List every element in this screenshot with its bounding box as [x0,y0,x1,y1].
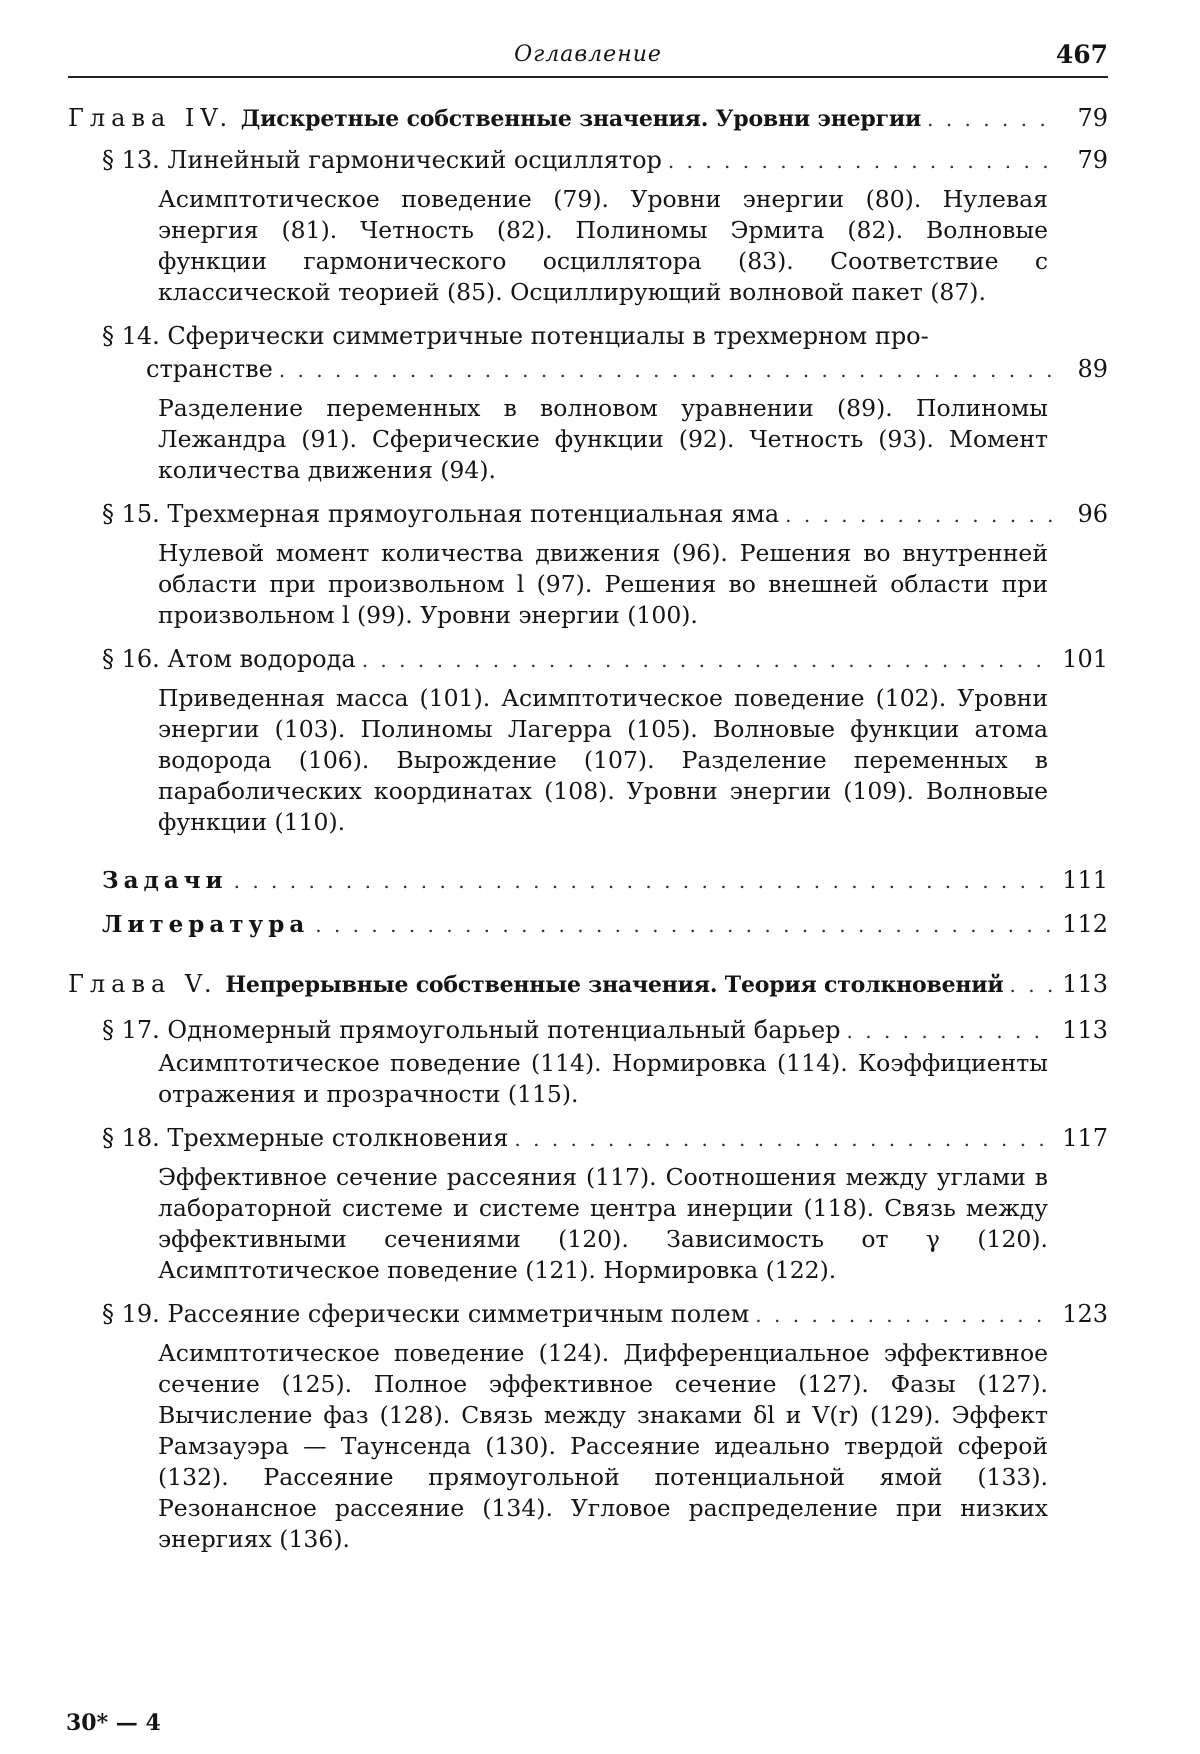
leader-dots [755,1299,1054,1332]
chapter-4-title: Дискретные собственные значения. Уровни энергии [240,106,922,132]
leader-dots [362,644,1054,677]
section-16-page: 101 [1062,645,1108,673]
section-17-description: Асимптотическое поведение (114). Нормировка (114). Коэффициенты отражения и прозрачности (115). [158,1049,1048,1108]
leader-dots [279,354,1054,387]
section-14-title-line1: § 14. Сферически симметричные потенциалы в трехмерном про- [102,322,929,350]
section-14-entry[interactable] [68,320,1108,387]
section-15-description: Нулевой момент количества движения (96). Решения во внутренней области при произвольном l (97). Решения во внешней области при произвольном l (99). Уровни энергии (100). [158,539,1048,629]
problems-label: Задачи [102,867,228,894]
section-13-description: Асимптотическое поведение (79). Уровни энергии (80). Нулевая энергия (81). Четность (82). Полиномы Эрмита (82). Волновые функции гармонического осциллятора (83). Соответствие с классической теорией (85). Осциллирующий волновой пакет (87). [158,185,1048,306]
section-19-title: § 19. Рассеяние сферически симметричным полем [102,1300,750,1328]
section-13-entry[interactable] [68,144,1108,178]
chapter-4-entry[interactable] [68,102,1108,136]
section-15-entry[interactable] [68,498,1108,532]
running-title: Оглавление [514,42,662,67]
section-17-title: § 17. Одномерный прямоугольный потенциальный барьер [102,1016,841,1044]
section-16-entry[interactable] [68,643,1108,677]
printer-signature: 30* — 4 [66,1710,161,1736]
section-19-page: 123 [1062,1300,1108,1328]
problems-entry[interactable] [68,864,1108,898]
page-number: 467 [1055,40,1108,69]
literature-page: 112 [1062,910,1108,938]
leader-dots [927,103,1054,136]
chapter-5-entry[interactable] [68,968,1108,1002]
section-18-entry[interactable] [68,1122,1108,1156]
section-17-entry[interactable] [68,1014,1108,1048]
section-14-page: 89 [1077,355,1108,383]
leader-dots [514,1123,1054,1156]
leader-dots [234,865,1054,898]
chapter-4-page: 79 [1077,104,1108,132]
section-15-page: 96 [1077,500,1108,528]
section-18-page: 117 [1062,1124,1108,1152]
leader-dots [785,499,1054,532]
section-19-description: Асимптотическое поведение (124). Дифференциальное эффективное сечение (125). Полное эффективное сечение (127). Фазы (127). Вычисление фаз (128). Связь между знаками δl и V(r) (129). Эффект Рамзауэра — Таунсенда (130). Рассеяние идеально твердой сферой (132). Рассеяние прямоугольной потенциальной ямой (133). Резонансное рассеяние (134). Угловое распределение при низких энергиях (136). [158,1339,1048,1553]
chapter-5-title: Непрерывные собственные значения. Теория столкновений [225,972,1004,998]
leader-dots [315,909,1054,942]
table-of-contents [68,102,1108,1555]
leader-dots [847,1015,1054,1048]
literature-entry[interactable] [68,908,1108,942]
section-19-entry[interactable] [68,1298,1108,1332]
chapter-5-label: Глава V. [68,970,218,998]
chapter-5-page: 113 [1062,970,1108,998]
leader-dots [668,145,1054,178]
section-15-title: § 15. Трехмерная прямоугольная потенциальная яма [102,500,780,528]
section-14-description: Разделение переменных в волновом уравнении (89). Полиномы Лежандра (91). Сферические функции (92). Четность (93). Момент количества движения (94). [158,394,1048,484]
section-17-page: 113 [1062,1016,1108,1044]
problems-page: 111 [1062,866,1108,894]
section-16-title: § 16. Атом водорода [102,645,356,673]
leader-dots [1010,969,1054,1002]
literature-label: Литература [102,911,310,938]
section-18-description: Эффективное сечение рассеяния (117). Соотношения между углами в лабораторной системе и системе центра инерции (118). Связь между эффективными сечениями (120). Зависимость от γ (120). Асимптотическое поведение (121). Нормировка (122). [158,1163,1048,1284]
chapter-4-label: Глава IV. [68,104,234,132]
section-13-title: § 13. Линейный гармонический осциллятор [102,146,662,174]
section-16-description: Приведенная масса (101). Асимптотическое поведение (102). Уровни энергии (103). Полиномы Лагерра (105). Волновые функции атома водорода (106). Вырождение (107). Разделение переменных в параболических координатах (108). Уровни энергии (109). Волновые функции (110). [158,684,1048,836]
section-14-title-line2: странстве [146,355,273,383]
section-18-title: § 18. Трехмерные столкновения [102,1124,509,1152]
section-13-page: 79 [1077,146,1108,174]
running-header [68,40,1108,78]
